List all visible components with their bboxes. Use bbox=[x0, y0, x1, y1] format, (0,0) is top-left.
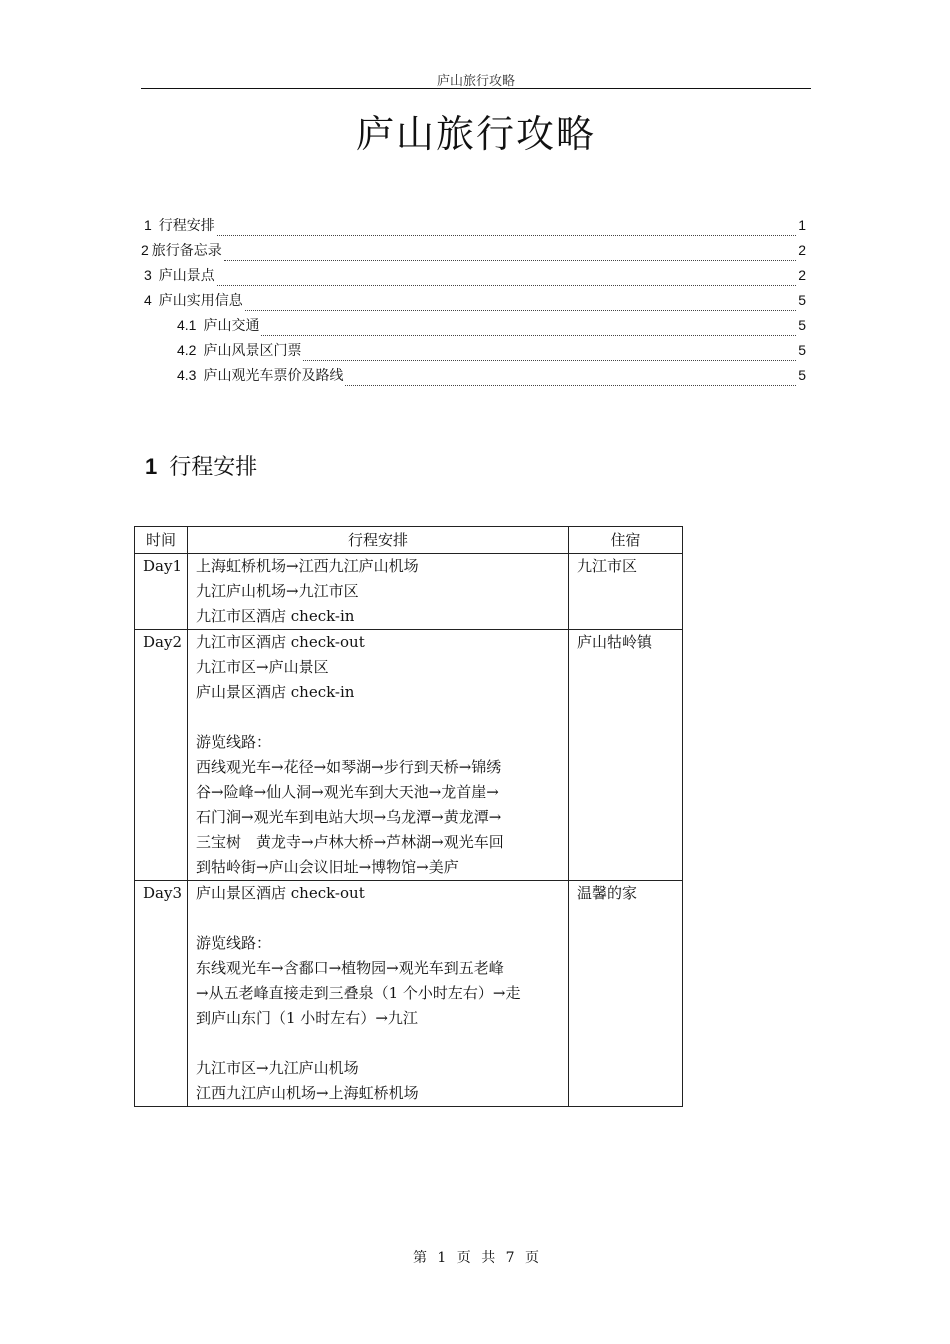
toc-entry-number: 3 bbox=[144, 267, 152, 283]
plan-line bbox=[196, 705, 560, 730]
table-header-row bbox=[135, 527, 683, 554]
toc-entry-label: 庐山交通 bbox=[203, 318, 260, 334]
section-number: 1 bbox=[145, 454, 158, 479]
plan-line bbox=[196, 1031, 560, 1056]
day-cell: Day2 bbox=[135, 630, 188, 881]
day-cell: Day3 bbox=[135, 881, 188, 1107]
section-heading bbox=[145, 450, 257, 481]
toc-entry[interactable] bbox=[141, 240, 806, 265]
plan-line: 到牯岭街→庐山会议旧址→博物馆→美庐 bbox=[196, 858, 459, 876]
table-row bbox=[135, 554, 683, 630]
plan-line: 九江庐山机场→九江市区 bbox=[196, 582, 359, 600]
toc-leader-dots bbox=[217, 235, 796, 236]
stay-cell: 庐山牯岭镇 bbox=[569, 630, 683, 881]
toc-entry[interactable] bbox=[141, 340, 806, 365]
plan-cell bbox=[188, 554, 569, 630]
toc-entry[interactable] bbox=[141, 365, 806, 390]
plan-line: 东线观光车→含鄱口→植物园→观光车到五老峰 bbox=[196, 959, 504, 977]
day-cell: Day1 bbox=[135, 554, 188, 630]
plan-line: 到庐山东门（1 小时左右）→九江 bbox=[196, 1009, 418, 1027]
toc-leader-dots bbox=[261, 335, 796, 336]
toc-entry[interactable] bbox=[141, 215, 806, 240]
column-header-plan: 行程安排 bbox=[188, 527, 569, 554]
toc-entry[interactable] bbox=[141, 315, 806, 340]
header-rule bbox=[141, 88, 811, 89]
toc-entry-label: 庐山风景区门票 bbox=[203, 343, 302, 359]
toc-leader-dots bbox=[217, 285, 796, 286]
toc-entry-number: 4.2 bbox=[177, 342, 197, 358]
toc-entry[interactable] bbox=[141, 290, 806, 315]
toc-entry-number: 4.1 bbox=[177, 317, 197, 333]
plan-line: 游览线路： bbox=[196, 934, 272, 952]
toc-entry-page: 5 bbox=[798, 317, 806, 333]
toc-leader-dots bbox=[224, 260, 796, 261]
plan-line: 庐山景区酒店 check-in bbox=[196, 683, 355, 701]
plan-line: 石门涧→观光车到电站大坝→乌龙潭→黄龙潭→ bbox=[196, 808, 502, 826]
toc-entry-page: 5 bbox=[798, 367, 806, 383]
toc-entry-label: 庐山实用信息 bbox=[158, 293, 243, 309]
toc-leader-dots bbox=[245, 310, 796, 311]
stay-cell: 温馨的家 bbox=[569, 881, 683, 1107]
plan-cell bbox=[188, 881, 569, 1107]
plan-line: 九江市区酒店 check-out bbox=[196, 633, 365, 651]
toc-leader-dots bbox=[303, 360, 796, 361]
plan-line: 游览线路： bbox=[196, 733, 272, 751]
table-row bbox=[135, 881, 683, 1107]
toc-entry[interactable] bbox=[141, 265, 806, 290]
stay-cell: 九江市区 bbox=[569, 554, 683, 630]
toc-entry-page: 5 bbox=[798, 292, 806, 308]
toc-entry-page: 1 bbox=[798, 217, 806, 233]
plan-line: 上海虹桥机场→江西九江庐山机场 bbox=[196, 557, 419, 575]
toc-entry-number: 1 bbox=[144, 217, 152, 233]
table-of-contents bbox=[141, 215, 806, 390]
toc-entry-label: 庐山观光车票价及路线 bbox=[203, 368, 344, 384]
plan-line: 九江市区→九江庐山机场 bbox=[196, 1059, 359, 1077]
plan-line bbox=[196, 906, 560, 931]
plan-line: 九江市区酒店 check-in bbox=[196, 607, 355, 625]
section-title: 行程安排 bbox=[169, 455, 258, 480]
toc-entry-label: 行程安排 bbox=[158, 218, 215, 234]
toc-entry-number: 2 bbox=[141, 242, 149, 258]
plan-line: 三宝树 黄龙寺→卢林大桥→芦林湖→观光车回 bbox=[196, 833, 504, 851]
plan-line: 九江市区→庐山景区 bbox=[196, 658, 329, 676]
table-row bbox=[135, 630, 683, 881]
column-header-time: 时间 bbox=[135, 527, 188, 554]
page-footer: 第 1 页 共 7 页 bbox=[412, 1250, 540, 1266]
plan-line: 西线观光车→花径→如琴湖→步行到天桥→锦绣 bbox=[196, 758, 502, 776]
document-title: 庐山旅行攻略 bbox=[355, 112, 596, 156]
toc-entry-number: 4 bbox=[144, 292, 152, 308]
column-header-stay: 住宿 bbox=[569, 527, 683, 554]
plan-line: 庐山景区酒店 check-out bbox=[196, 884, 365, 902]
plan-cell bbox=[188, 630, 569, 881]
plan-line: 谷→险峰→仙人洞→观光车到大天池→龙首崖→ bbox=[196, 783, 499, 801]
toc-entry-page: 5 bbox=[798, 342, 806, 358]
toc-entry-label: 庐山景点 bbox=[158, 268, 215, 284]
plan-line: →从五老峰直接走到三叠泉（1 个小时左右）→走 bbox=[196, 984, 521, 1002]
toc-entry-page: 2 bbox=[798, 267, 806, 283]
running-header: 庐山旅行攻略 bbox=[436, 74, 515, 89]
toc-entry-number: 4.3 bbox=[177, 367, 197, 383]
toc-entry-page: 2 bbox=[798, 242, 806, 258]
toc-leader-dots bbox=[345, 385, 796, 386]
itinerary-table bbox=[134, 526, 683, 1107]
toc-entry-label: 旅行备忘录 bbox=[151, 243, 222, 259]
plan-line: 江西九江庐山机场→上海虹桥机场 bbox=[196, 1084, 419, 1102]
